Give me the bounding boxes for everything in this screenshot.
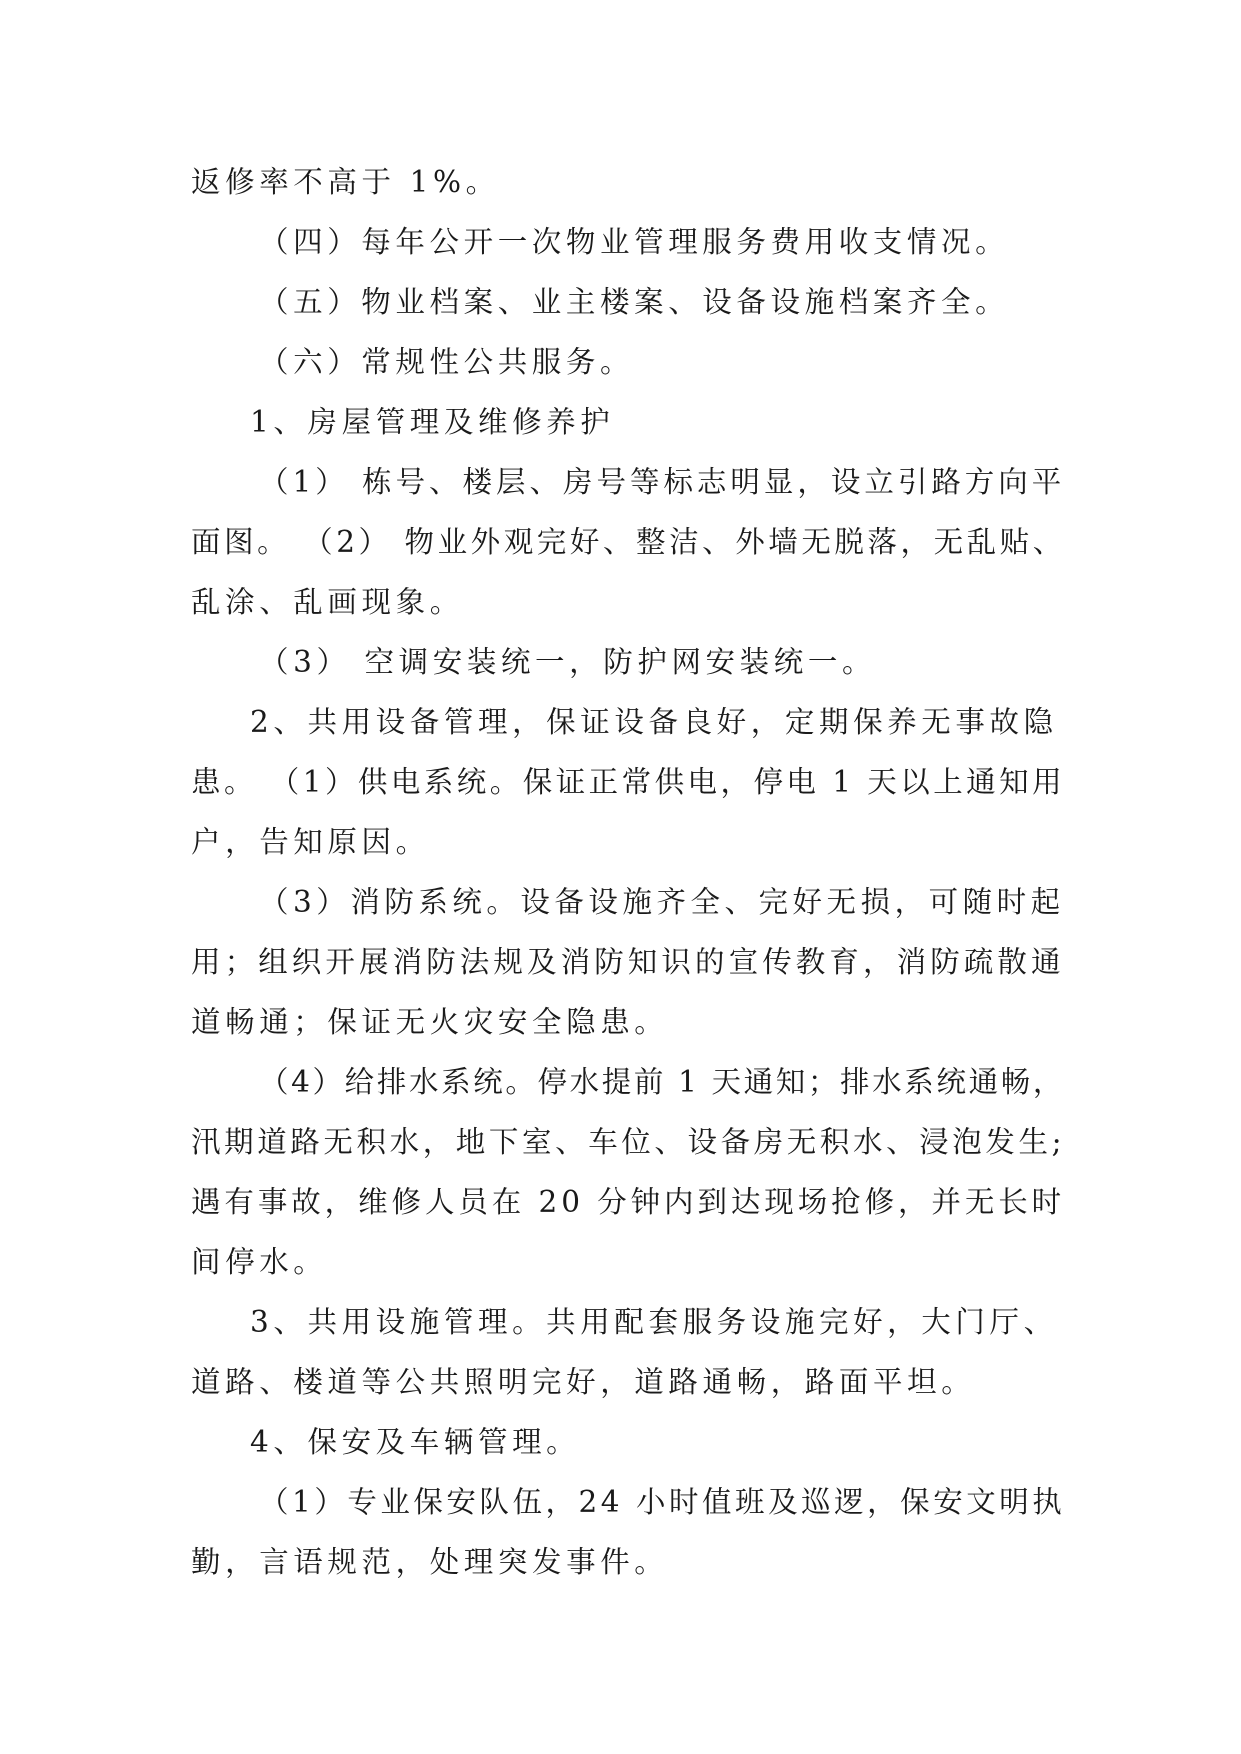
text-line: 道路、楼道等公共照明完好，道路通畅，路面平坦。 [191, 1365, 976, 1399]
text-line: （五）物业档案、业主楼案、设备设施档案齐全。 [259, 285, 1010, 319]
text-line: （3）消防系统。设备设施齐全、完好无损，可随时起 [259, 885, 1065, 919]
text-line: （4）给排水系统。停水提前 1 天通知；排水系统通畅， [259, 1065, 1065, 1099]
text-line: 遇有事故，维修人员在 20 分钟内到达现场抢修，并无长时 [191, 1185, 1066, 1219]
text-line: 患。 （1）供电系统。保证正常供电，停电 1 天以上通知用 [191, 765, 1066, 799]
text-line: （四）每年公开一次物业管理服务费用收支情况。 [259, 225, 1010, 259]
text-line: （3） 空调安装统一，防护网安装统一。 [259, 645, 877, 679]
text-line: 道畅通；保证无火灾安全隐患。 [191, 1005, 669, 1039]
text-line: 间停水。 [191, 1245, 328, 1279]
text-line: 返修率不高于 1%。 [191, 165, 500, 199]
text-line: （1） 栋号、楼层、房号等标志明显，设立引路方向平 [259, 465, 1066, 499]
text-line: 3、共用设施管理。共用配套服务设施完好，大门厅、 [250, 1305, 1058, 1339]
text-line: 4、保安及车辆管理。 [250, 1425, 581, 1459]
text-line: 勤，言语规范，处理突发事件。 [191, 1545, 669, 1579]
text-line: 户，告知原因。 [191, 825, 430, 859]
text-line: （六）常规性公共服务。 [259, 345, 635, 379]
text-line: 用；组织开展消防法规及消防知识的宣传教育，消防疏散通 [191, 945, 1065, 979]
text-line: 面图。 （2） 物业外观完好、整洁、外墙无脱落，无乱贴、 [191, 525, 1066, 559]
text-line: 乱涂、乱画现象。 [191, 585, 464, 619]
text-line: 汛期道路无积水，地下室、车位、设备房无积水、浸泡发生; [191, 1125, 1066, 1159]
text-line: （1）专业保安队伍，24 小时值班及巡逻，保安文明执 [259, 1485, 1066, 1519]
text-line: 2、共用设备管理，保证设备良好，定期保养无事故隐 [250, 705, 1058, 739]
text-line: 1、房屋管理及维修养护 [250, 405, 615, 439]
